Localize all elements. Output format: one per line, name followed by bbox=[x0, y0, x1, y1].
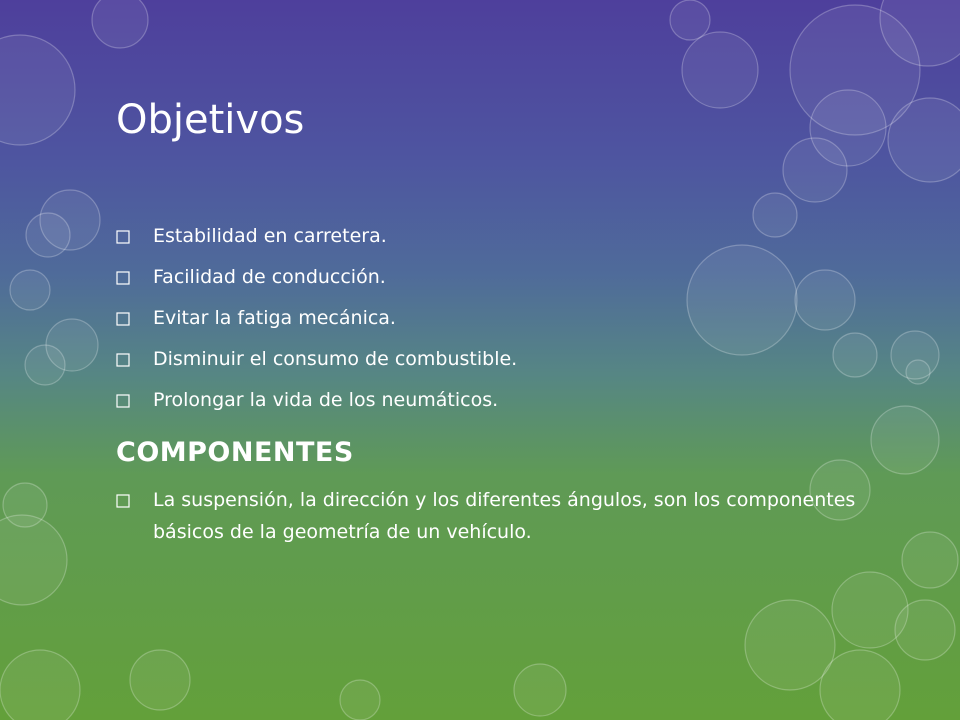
list-item bbox=[116, 484, 876, 548]
list-item-text: Prolongar la vida de los neumáticos. bbox=[153, 389, 499, 411]
list-item-text: Evitar la fatiga mecánica. bbox=[153, 307, 396, 329]
list-item-text: Estabilidad en carretera. bbox=[153, 225, 387, 247]
list-item bbox=[116, 304, 876, 332]
list-item bbox=[116, 263, 876, 291]
list-item-text: Facilidad de conducción. bbox=[153, 266, 386, 288]
hollow-square-bullet-icon bbox=[116, 312, 130, 326]
list-item bbox=[116, 386, 876, 414]
hollow-square-bullet-icon bbox=[116, 494, 130, 508]
hollow-square-bullet-icon bbox=[116, 230, 130, 244]
components-heading: COMPONENTES bbox=[116, 437, 354, 468]
list-item bbox=[116, 222, 876, 250]
components-list bbox=[116, 484, 876, 561]
list-item-text: Disminuir el consumo de combustible. bbox=[153, 348, 518, 370]
slide-title: Objetivos bbox=[116, 97, 305, 143]
hollow-square-bullet-icon bbox=[116, 353, 130, 367]
hollow-square-bullet-icon bbox=[116, 394, 130, 408]
list-item bbox=[116, 345, 876, 373]
objectives-list bbox=[116, 222, 876, 427]
list-item-text: La suspensión, la dirección y los diferentes ángulos, son los componentes básicos de la geometría de un vehículo. bbox=[153, 489, 856, 543]
hollow-square-bullet-icon bbox=[116, 271, 130, 285]
